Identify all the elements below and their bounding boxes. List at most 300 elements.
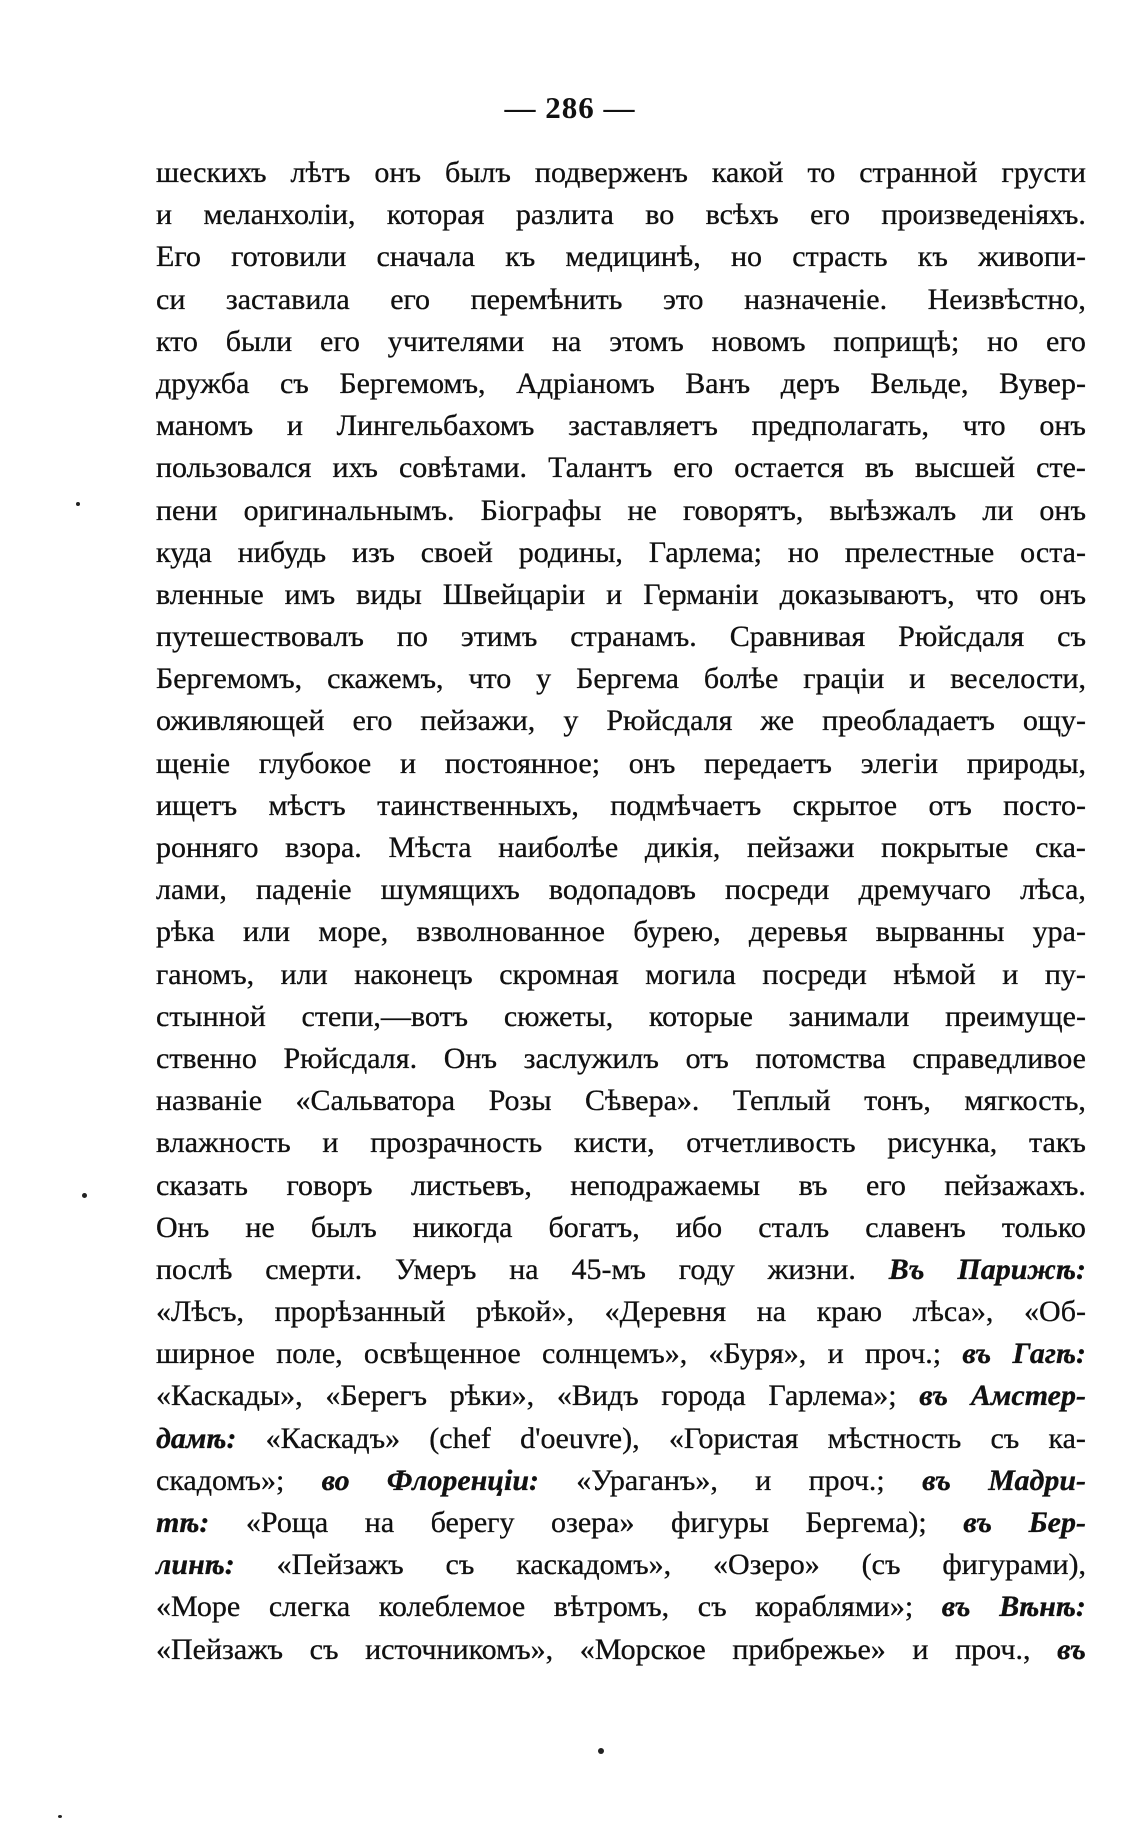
italic-word: Гагѣ: [1012,1337,1086,1371]
italic-word: въ [963,1506,993,1539]
word: «Каскады», [156,1379,303,1413]
word: съ [309,1632,339,1666]
word: ищетъ [156,788,238,822]
print-speck [598,1748,604,1754]
italic-word: въ [962,1337,992,1371]
word: взволнованное [416,915,605,949]
word: лами, [156,873,227,907]
word: проч.; [808,1463,885,1497]
italic-word: Флоренціи: [386,1463,539,1497]
word: былъ [310,1210,377,1244]
word: виды [356,577,422,611]
word: этимъ [460,620,538,654]
word: проч., [955,1632,1031,1666]
word: съ [1057,620,1086,654]
word: поприщѣ; [833,324,960,358]
word: только [1001,1210,1086,1244]
word: предполагать, [751,409,929,443]
word: Рюйсдаля [606,704,733,738]
word: подмѣчаетъ [610,788,762,822]
word: «Ураганъ», [576,1463,718,1497]
word: на [756,1295,787,1329]
word: на [509,1252,539,1286]
word: и [286,409,303,443]
word: Его [156,240,201,274]
word: оригинальнымъ. [243,493,455,527]
word: отчетливость [686,1126,856,1160]
italic-word: Бер- [1028,1506,1086,1539]
word: передаетъ [704,746,832,780]
word: что [962,409,1006,443]
word: потомства [755,1041,886,1075]
word: ширное [156,1337,255,1371]
word: «Пейзажъ [156,1632,284,1666]
word: вленные [156,577,264,611]
word: въ [798,1168,828,1202]
text-line [156,1375,1086,1417]
italic-word: Парижѣ: [957,1252,1086,1286]
word: си [156,282,186,316]
italic-word: дамѣ: [156,1421,237,1455]
text-line [156,954,1086,996]
word: путешествовалъ [156,620,364,654]
word: краю [816,1295,883,1329]
word: такъ [1029,1126,1086,1160]
word: «Об- [1024,1295,1086,1329]
word: по [396,620,428,654]
word: и [322,1126,339,1160]
word: его [352,704,393,738]
text-line [156,1629,1086,1671]
word: «Лѣсъ, [156,1295,244,1329]
text-line [156,1333,1086,1375]
word: и [400,746,417,780]
word: рѣкой», [476,1295,574,1329]
word: ура- [1032,915,1086,949]
word: лѣса», [912,1295,994,1329]
word: пейзажи, [420,704,536,738]
text-line [156,1080,1086,1122]
word: дикія, [644,831,721,864]
word: рисунка, [887,1126,998,1160]
word: онъ [628,746,676,780]
word: учителями [387,324,525,358]
word: назначеніе. [744,282,888,316]
text-line [156,405,1086,447]
word: къ [917,240,948,274]
text-line [156,321,1086,363]
word: Сравнивая [729,620,866,654]
word: въ [865,451,894,485]
word: Германіи [643,577,759,611]
word: ощу- [1022,704,1086,738]
italic-word: во [321,1463,350,1497]
word: году [678,1252,735,1286]
word: Рюйсдаля [898,620,1025,654]
word: постоянное; [444,746,601,780]
word: «Буря», [708,1337,807,1371]
word: веселости, [950,662,1086,696]
word: произведеніяхъ. [881,198,1086,232]
word: послѣ [156,1252,233,1286]
word: что [975,577,1019,611]
word: какой [711,156,784,189]
word: заставляетъ [568,409,718,443]
word: во [645,198,675,232]
word: съ [697,1590,727,1624]
word: имъ [284,577,336,611]
word: Мѣста [388,831,472,864]
word: меланхоліи, [203,198,356,232]
print-speck [76,502,80,506]
word: лѣтъ [290,156,351,189]
word: скрытое [792,788,898,822]
italic-word: въ [922,1463,951,1497]
word: стынной [156,999,266,1033]
word: нѣмой [893,957,976,991]
word: сте- [1036,451,1086,485]
word: «Деревня [604,1295,727,1329]
word: кораблями»; [755,1590,914,1624]
word: «Море [156,1590,241,1624]
word: наиболѣе [498,831,619,864]
word: шумящихъ [380,873,520,907]
word: паденіе [255,873,352,907]
text-line [156,658,1086,700]
word: преобладаетъ [822,704,995,738]
word: Лингельбахомъ [336,409,535,443]
text-line [156,152,1086,194]
word: могила [645,957,736,991]
word: деръ [780,366,840,400]
word: онъ [1039,577,1086,611]
word: Онъ [443,1041,497,1075]
text-line [156,616,1086,658]
print-speck [58,1815,62,1818]
word: элегіи [860,746,939,780]
word: неподражаемы [570,1168,761,1202]
text-line [156,194,1086,236]
word: или [243,915,291,949]
word: дружба [156,366,250,400]
text-line [156,869,1086,911]
word: «Сальватора [295,1084,456,1118]
word: Вельде, [870,366,969,400]
italic-word: линѣ: [156,1548,235,1582]
word: посреди [762,957,867,991]
word: оживляющей [156,704,325,738]
word: степи,—вотъ [301,999,469,1033]
word: жизни. [767,1252,856,1286]
word: своей [420,535,493,569]
word: солнцемъ», [541,1337,688,1371]
word: у [563,704,579,738]
word: ли [982,493,1014,527]
word: Швейцаріи [442,577,586,611]
page-number: — 286 — [504,90,636,125]
word: d'oeuvre), [520,1421,640,1455]
word: влажность [156,1126,291,1160]
word: справедливое [912,1041,1086,1075]
word: фигурами), [942,1548,1086,1582]
word: сначала [376,240,475,274]
word: грусти [1001,156,1086,189]
word: рѣки», [449,1379,535,1413]
word: совѣтами. [398,451,528,485]
word: покрытые [881,831,1009,864]
text-line [156,1544,1086,1586]
word: пени [156,493,218,527]
text-line [156,827,1086,869]
word: Бергема [576,662,679,696]
word: «Озеро» [712,1548,820,1582]
word: ственно [156,1041,257,1075]
word: онъ [1039,493,1086,527]
word: говорятъ, [682,493,804,527]
word: отъ [685,1041,729,1075]
word: говоръ [286,1168,373,1202]
word: вырванны [875,915,1005,949]
word: страсть [792,240,888,274]
word: медицинѣ, [565,240,701,274]
word: перемѣнить [470,282,623,316]
text-line [156,1418,1086,1460]
word: озера» [551,1506,635,1539]
word: занимали [788,999,910,1033]
word: природы, [966,746,1086,780]
word: листьевъ, [411,1168,532,1202]
word: Бергемомъ, [156,662,303,696]
word: проч.; [864,1337,942,1371]
word: которые [649,999,753,1033]
word: сказать [156,1168,248,1202]
word: заставила [225,282,350,316]
word: живопи- [978,240,1086,274]
word: выѣзжалъ [829,493,957,527]
word: Вувер- [999,366,1086,400]
text-line [156,1165,1086,1207]
word: мѣстность [827,1421,962,1455]
word: скадомъ»; [156,1463,285,1497]
word: съ [445,1548,475,1582]
word: и [912,1632,929,1666]
word: на [552,324,582,358]
word: Рюйсдаля. [283,1041,418,1075]
text-line [156,1502,1086,1544]
word: берегу [430,1506,515,1539]
word: и [909,662,926,696]
text-line [156,1291,1086,1333]
word: маномъ [156,409,254,443]
word: родины, [518,535,623,569]
text-line [156,1038,1086,1080]
word: или [280,957,328,991]
word: но [730,240,763,274]
word: и [827,1337,844,1371]
word: ганомъ, [156,957,255,991]
word: фигуры [671,1506,769,1539]
word: посто- [1003,788,1086,822]
word: разлита [515,198,614,232]
body-text [156,152,1086,1671]
word: бурею, [633,915,721,949]
word: ибо [675,1210,723,1244]
word: море, [318,915,389,949]
word: Онъ [156,1210,210,1244]
word: «Гористая [668,1421,799,1455]
text-line [156,1460,1086,1502]
word: къ [505,240,536,274]
word: славенъ [865,1210,966,1244]
word: Ванъ [685,366,751,400]
text-line [156,1207,1086,1249]
italic-word: Амстер- [970,1379,1086,1413]
word: освѣщенное [363,1337,521,1371]
word: преимуще- [945,999,1086,1033]
word: таинственныхъ, [377,788,579,822]
word: ка- [1048,1421,1086,1455]
word: странамъ. [570,620,697,654]
word: пейзажи [747,831,855,864]
word: мягкость, [964,1084,1086,1118]
word: и [156,198,173,232]
word: пу- [1044,957,1086,991]
word: ска- [1035,831,1086,864]
text-line [156,363,1086,405]
word: и [755,1463,772,1497]
word: щеніе [156,746,231,780]
word: Неизвѣстно, [927,282,1086,316]
word: болѣе [703,662,779,696]
word: Адріаномъ [516,366,655,400]
word: кто [156,324,198,358]
word: этомъ [609,324,684,358]
word: богатъ, [548,1210,640,1244]
text-line [156,1122,1086,1164]
text-line [156,911,1086,953]
word: скажемъ, [327,662,444,696]
word: сталъ [758,1210,830,1244]
word: доказываютъ, [779,577,955,611]
word: готовили [231,240,347,274]
word: не [245,1210,275,1244]
word: посреди [725,873,830,907]
word: города [661,1379,746,1413]
word: которая [386,198,485,232]
word: былъ [445,156,511,189]
word: пейзажахъ. [944,1168,1086,1202]
word: Сѣвера». [585,1084,700,1118]
word: водопадовъ [548,873,696,907]
word: «Морское [579,1632,706,1666]
word: его [673,451,714,485]
italic-word: Въ [888,1252,925,1286]
text-line [156,490,1086,532]
italic-word: тѣ: [156,1506,210,1539]
word: же [760,704,795,738]
italic-word: Вѣнѣ: [999,1590,1086,1624]
word: это [662,282,704,316]
word: прелестные [844,535,995,569]
word: мѣстъ [268,788,346,822]
word: дремучаго [858,873,992,907]
italic-word: въ [941,1590,971,1624]
word: не [627,493,657,527]
word: куда [156,535,212,569]
word: прорѣзанный [274,1295,446,1329]
text-line [156,279,1086,321]
word: у [536,662,552,696]
word: Гарлема; [648,535,762,569]
word: онъ [1039,409,1086,443]
word: смерти. [265,1252,363,1286]
word: Біографы [480,493,602,527]
word: рѣка [156,915,215,949]
word: ихъ [332,451,378,485]
text-line [156,1249,1086,1291]
word: заслужилъ [523,1041,659,1075]
word: то [807,156,836,189]
word: взора. [285,831,362,864]
word: высшей [915,451,1016,485]
word: прибрежье» [732,1632,886,1666]
word: были [225,324,293,358]
text-line [156,447,1086,489]
text-line [156,574,1086,616]
word: каскадомъ», [516,1548,672,1582]
text-line [156,743,1086,785]
word: и [606,577,623,611]
word: «Видъ [556,1379,639,1413]
word: странной [859,156,978,189]
word: тонъ, [864,1084,931,1118]
word: новомъ [711,324,806,358]
print-speck [82,1193,87,1198]
italic-word: въ [919,1379,949,1413]
word: (съ [861,1548,901,1582]
word: съ [279,366,309,400]
word: но [787,535,819,569]
word: Умеръ [394,1252,477,1286]
word: что [468,662,512,696]
word: онъ [374,156,421,189]
word: «Пейзажъ [276,1548,404,1582]
word: его [810,198,850,232]
word: изъ [351,535,395,569]
text-line [156,996,1086,1038]
word: пользовался [156,451,312,485]
word: граціи [803,662,885,696]
word: отъ [928,788,972,822]
word: подверженъ [534,156,688,189]
word: ронняго [156,831,259,864]
italic-word: въ [1057,1632,1086,1666]
word: но [987,324,1019,358]
word: наконецъ [354,957,473,991]
text-line [156,785,1086,827]
word: шескихъ [156,156,267,189]
text-line [156,700,1086,742]
text-line [156,236,1086,278]
word: колеблемое [378,1590,526,1624]
word: «Берегъ [325,1379,427,1413]
word: лѣса, [1020,873,1086,907]
word: 45-мъ [571,1252,646,1286]
word: на [364,1506,395,1539]
word: прозрачность [370,1126,543,1160]
word: Талантъ [548,451,653,485]
word: Бергемомъ, [339,366,486,400]
